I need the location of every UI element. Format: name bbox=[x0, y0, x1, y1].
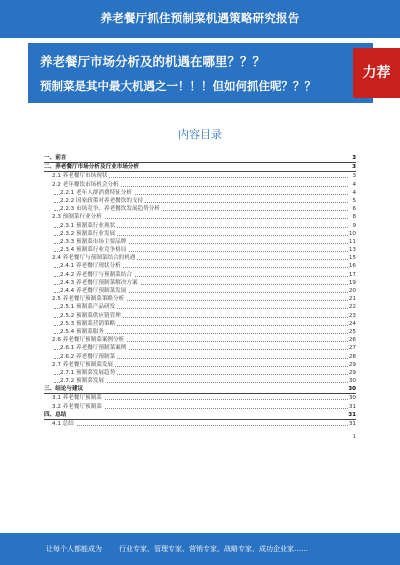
toc-entry-text: 3.2 养老餐厅预制菜 bbox=[52, 403, 102, 410]
toc-entry[interactable] bbox=[44, 279, 356, 287]
toc-entry-page: 8 bbox=[352, 214, 356, 221]
toc-entry-page: 3 bbox=[352, 164, 356, 171]
footer-bar bbox=[0, 533, 400, 565]
toc-entry-page: 24 bbox=[348, 320, 356, 327]
toc-entry-text: 一、前言 bbox=[44, 155, 67, 161]
toc-entry-page: 30 bbox=[348, 395, 356, 402]
toc-entry[interactable] bbox=[44, 189, 356, 197]
toc-entry-page: 31 bbox=[348, 403, 356, 410]
promo-banner bbox=[28, 43, 373, 103]
toc-entry[interactable] bbox=[44, 403, 356, 411]
toc-entry-page: 21 bbox=[348, 296, 356, 303]
toc-entry[interactable] bbox=[44, 420, 356, 428]
toc-entry[interactable] bbox=[44, 336, 356, 344]
toc-entry-page: 4 bbox=[352, 181, 356, 188]
toc-entry[interactable] bbox=[44, 328, 356, 336]
toc-entry[interactable] bbox=[44, 377, 356, 385]
toc-entry-text: 2.3 预制菜行业分析 bbox=[52, 214, 102, 221]
toc-entry-page: 29 bbox=[348, 369, 356, 376]
toc-entry-text: 2.5.1 预制菜产品研发 bbox=[60, 304, 116, 311]
toc-entry-text: 2.3.3 预制菜市场主要品牌 bbox=[60, 238, 127, 245]
toc-entry-page: 19 bbox=[348, 279, 356, 286]
toc-entry-page: 4 bbox=[352, 189, 356, 196]
toc-entry-text: 2.4 养老餐厅与预制菜结合的机遇 bbox=[52, 255, 136, 262]
toc-entry-text: 2.3.4 预制菜行业竞争格局 bbox=[60, 247, 127, 254]
toc-entry-page: 28 bbox=[348, 353, 356, 360]
toc-entry-text: 2.5.2 预制菜供应链管理 bbox=[60, 312, 121, 319]
toc-entry-text: 2.3.1 预制菜行业现状 bbox=[60, 222, 116, 229]
toc-entry-page: 3 bbox=[352, 155, 356, 161]
toc-entry[interactable] bbox=[44, 172, 356, 180]
toc-entry-page: 22 bbox=[348, 304, 356, 311]
toc-entry-text: 2.4.4 养老餐厅预制菜发展 bbox=[60, 288, 127, 294]
toc-entry[interactable] bbox=[44, 163, 356, 172]
toc-entry-page: 25 bbox=[348, 328, 356, 335]
toc-entry[interactable] bbox=[44, 344, 356, 352]
toc-entry-text: 2.7.2 预制菜发展 bbox=[60, 378, 104, 385]
toc-entry-page: 5 bbox=[352, 197, 356, 204]
toc-entry-page: 31 bbox=[348, 411, 356, 418]
toc-entry[interactable] bbox=[44, 320, 356, 328]
toc-entry-page: 9 bbox=[352, 222, 356, 229]
toc-entry[interactable] bbox=[44, 287, 356, 295]
toc-entry-text: 2.2.2 国家政策对养老餐饮的支持 bbox=[60, 197, 144, 204]
toc-entry-text: 2.6 养老餐厅预制菜案例分析 bbox=[52, 337, 125, 344]
toc-entry[interactable] bbox=[44, 181, 356, 189]
toc-entry-page: 29 bbox=[348, 361, 356, 368]
toc-entry-text: 三、结论与建议 bbox=[44, 386, 84, 393]
toc-title: 内容目录 bbox=[178, 128, 222, 141]
toc-entry[interactable] bbox=[44, 230, 356, 238]
toc-entry-text: 2.4.2 养老餐厅与预制菜结合 bbox=[60, 271, 132, 278]
toc-entry[interactable] bbox=[44, 222, 356, 230]
toc-entry[interactable] bbox=[44, 154, 356, 163]
table-of-contents bbox=[44, 154, 356, 441]
header-bar bbox=[0, 0, 400, 38]
footer-slogan-left: 让每个人都能成为 bbox=[46, 545, 102, 553]
toc-entry[interactable] bbox=[44, 262, 356, 270]
toc-entry-text: 2.6.1 养老餐厅预制菜案例 bbox=[60, 345, 127, 352]
toc-entry-page: 23 bbox=[348, 312, 356, 319]
recommend-badge: 力荐 bbox=[353, 48, 400, 98]
toc-entry-text: 2.1 养老餐厅市场现状 bbox=[52, 173, 108, 180]
toc-entry[interactable] bbox=[44, 303, 356, 311]
toc-entry-page: 27 bbox=[348, 345, 356, 352]
toc-leader-dots bbox=[54, 425, 348, 426]
toc-entry[interactable] bbox=[44, 369, 356, 377]
toc-entry-page: 30 bbox=[348, 386, 356, 393]
toc-entry-text: 3.1 养老餐厅预制菜 bbox=[52, 395, 102, 402]
banner-subheadline: 预制菜是其中最大机遇之一！！！但如何抓住呢？？？ bbox=[40, 79, 316, 93]
toc-entry-text: 2.7 养老餐厅预制菜发展 bbox=[52, 361, 114, 368]
toc-entry[interactable] bbox=[44, 238, 356, 246]
toc-entry[interactable] bbox=[44, 271, 356, 279]
toc-entry-text: 四、总结 bbox=[44, 411, 67, 418]
toc-entry-page: 17 bbox=[348, 271, 356, 278]
toc-entry-text: 2.3.2 预制菜行业发展 bbox=[60, 230, 116, 237]
toc-entry-page: 13 bbox=[348, 247, 356, 254]
toc-entry-text: 2.4.1 养老餐厅现状分析 bbox=[60, 263, 121, 270]
toc-entry-page: 16 bbox=[348, 263, 356, 270]
toc-entry[interactable] bbox=[44, 385, 356, 394]
header-title: 养老餐厅抓住预制菜机遇策略研究报告 bbox=[100, 11, 300, 25]
toc-entry-page: 3 bbox=[352, 173, 356, 180]
toc-entry-text: 2.2.3 市场竞争、养老餐饮发展趋势分析 bbox=[60, 206, 160, 213]
toc-entry-text: 2.5 养老餐厅预制菜策略分析 bbox=[52, 296, 125, 303]
toc-entry-text: 2.5.4 预制菜服务 bbox=[60, 328, 104, 335]
toc-entry[interactable] bbox=[44, 197, 356, 205]
toc-entry-text: 2.7.1 预制菜发展趋势 bbox=[60, 369, 116, 376]
toc-entry[interactable] bbox=[44, 213, 356, 221]
toc-entry[interactable] bbox=[44, 411, 356, 420]
toc-entry[interactable] bbox=[44, 394, 356, 402]
toc-entry-text: 2.4.3 养老餐厅预制菜解决方案 bbox=[60, 279, 138, 286]
toc-entry[interactable] bbox=[44, 353, 356, 361]
toc-entry-page: 15 bbox=[348, 255, 356, 262]
toc-entry[interactable] bbox=[44, 312, 356, 320]
footer-slogan-right: 行业专家、管理专家、营销专家、战略专家、成功企业家…… bbox=[119, 545, 308, 553]
toc-entry-page: 6 bbox=[352, 206, 356, 213]
toc-entry-page: 10 bbox=[348, 230, 356, 237]
toc-entry[interactable] bbox=[44, 205, 356, 213]
toc-entry-page: 31 bbox=[348, 421, 356, 427]
toc-entry-page: 20 bbox=[348, 288, 356, 294]
toc-entry-text: 2.6.2 养老餐厅预制菜 bbox=[60, 353, 116, 360]
page-number: 1 bbox=[352, 434, 356, 441]
toc-entry[interactable] bbox=[44, 246, 356, 254]
toc-entry[interactable] bbox=[44, 295, 356, 303]
toc-entry-page: 26 bbox=[348, 337, 356, 344]
toc-entry-text: 2.2.1 老年人群消费特征分析 bbox=[60, 189, 132, 196]
toc-entry-text: 4.1 总结 bbox=[52, 421, 74, 427]
toc-entry[interactable] bbox=[44, 254, 356, 262]
toc-entry[interactable] bbox=[44, 361, 356, 369]
toc-entry-text: 2.2 老年餐饮市场机会分析 bbox=[52, 181, 119, 188]
toc-entry-page: 11 bbox=[348, 238, 356, 245]
toc-entry-text: 二、养老餐厅市场分析及行业市场分析 bbox=[44, 164, 140, 171]
toc-entry-page: 30 bbox=[348, 378, 356, 385]
toc-entry-text: 2.5.3 预制菜营销策略 bbox=[60, 320, 116, 327]
banner-headline: 养老餐厅市场分析及的机遇在哪里？？？ bbox=[40, 54, 266, 69]
